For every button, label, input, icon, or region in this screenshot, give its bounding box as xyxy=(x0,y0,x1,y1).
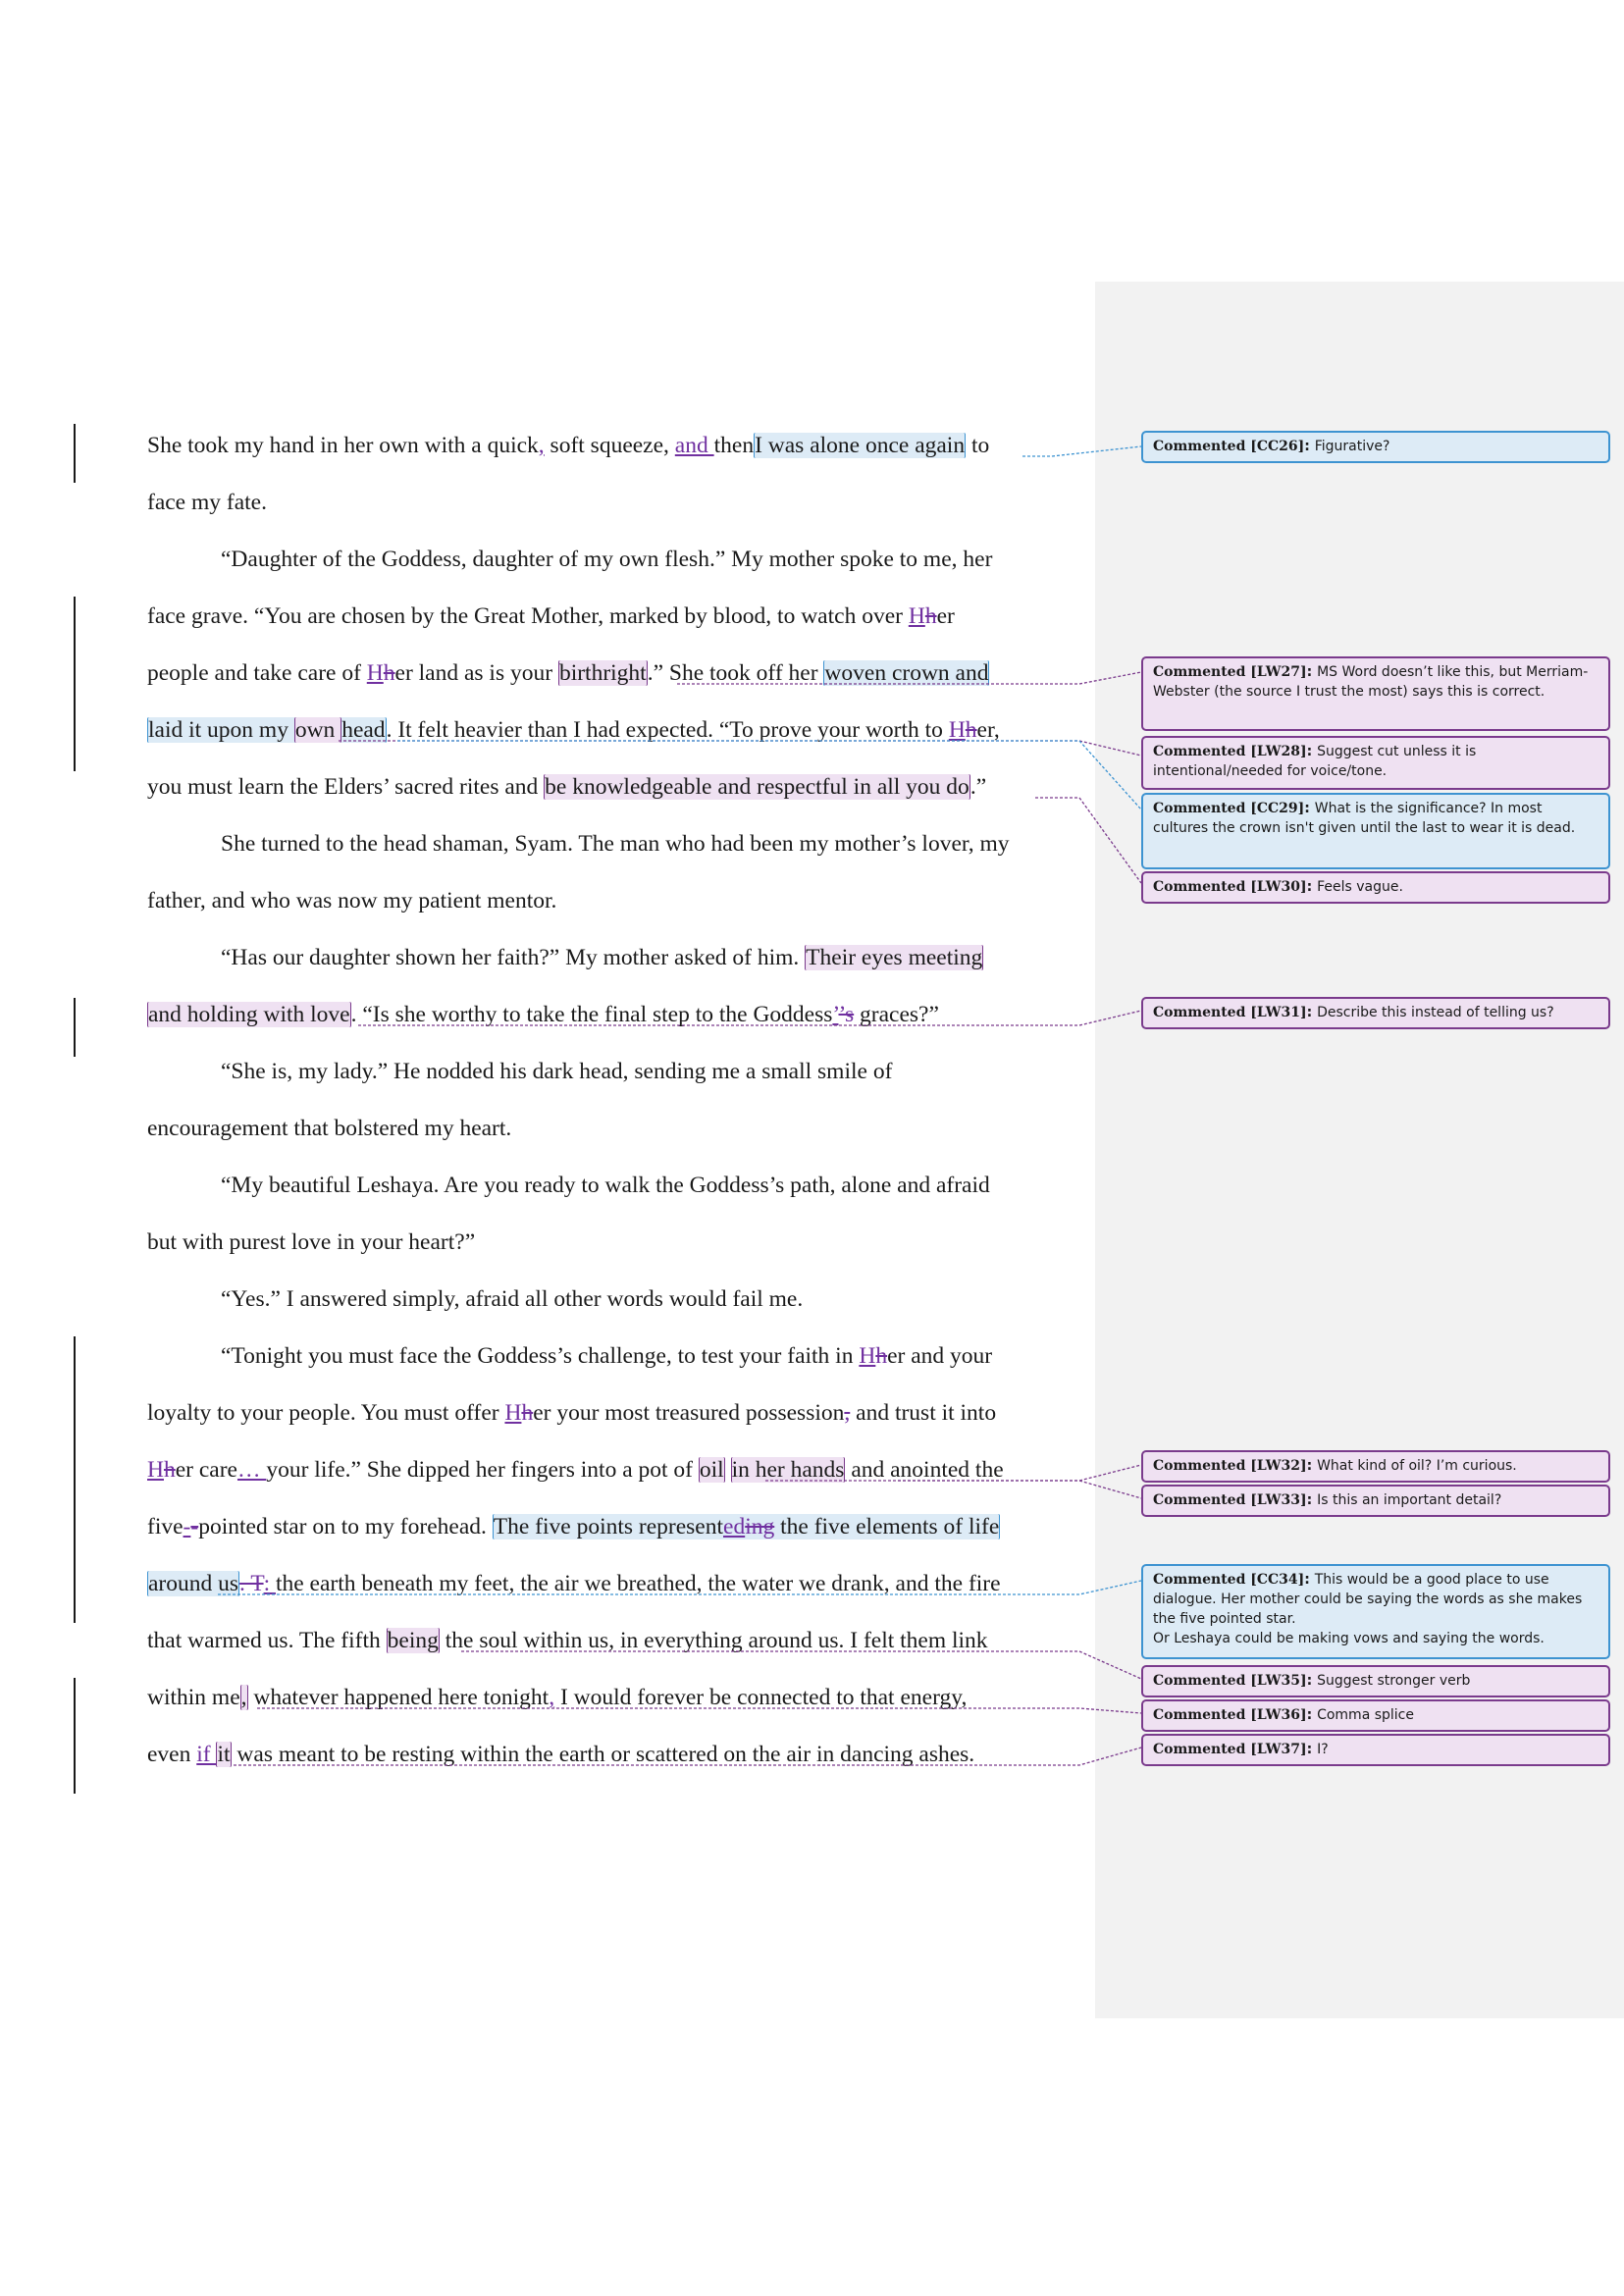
inserted-text: H xyxy=(859,1343,876,1369)
text-run: “Tonight you must face the Goddess’s challenge, to test your faith in xyxy=(221,1343,860,1369)
text-run: and trust it into xyxy=(850,1400,997,1426)
text-line xyxy=(147,1225,1065,1260)
text-run: people and take care of xyxy=(147,660,367,686)
text-line xyxy=(147,1111,1065,1146)
text-line xyxy=(221,542,1065,577)
inserted-text: , xyxy=(538,433,545,458)
text-line xyxy=(221,826,1065,861)
text-run xyxy=(725,1457,731,1483)
comment-anchor-cc29[interactable] xyxy=(147,717,387,743)
text-line xyxy=(147,1680,1065,1715)
text-run: “Has our daughter shown her faith?” My mother asked of him. xyxy=(221,945,806,970)
text-run: soft squeeze, xyxy=(544,433,675,458)
text-run: to xyxy=(966,433,990,458)
text-run: around xyxy=(148,1571,219,1596)
text-run: encouragement that bolstered my heart. xyxy=(147,1116,512,1141)
change-bar xyxy=(74,424,76,483)
text-line xyxy=(221,1281,1065,1317)
comment-label: Commented [LW33] xyxy=(1153,1492,1307,1508)
comment-text: What is the significance? In most cultures the crown isn't given until the last to wear it is dead. xyxy=(1153,801,1576,836)
text-run: The five points represent xyxy=(493,1514,724,1539)
text-line xyxy=(147,485,1065,520)
inserted-text: H xyxy=(366,660,384,686)
comment-balloon-lw28[interactable]: Commented [LW28]: Suggest cut unless it is intentional/needed for voice/tone. xyxy=(1141,736,1610,790)
comment-anchor-lw35[interactable]: being xyxy=(387,1628,439,1653)
text-line xyxy=(147,1623,1065,1658)
text-run: but with purest love in your heart?” xyxy=(147,1229,476,1255)
text-run: I would forever be connected to that energy, xyxy=(554,1685,968,1710)
inserted-text: - xyxy=(183,1514,191,1539)
text-run: face my fate. xyxy=(147,490,267,515)
comment-anchor-cc34[interactable] xyxy=(147,1571,239,1596)
comment-text: This would be a good place to use dialogue. Her mother could be saying the words as she makes the five pointed star. xyxy=(1153,1572,1583,1627)
text-run: your life.” She dipped her fingers into a pot of xyxy=(266,1457,699,1483)
text-run: She turned to the head shaman, Syam. The man who had been my mother’s lover, my xyxy=(221,831,1010,857)
comment-text: Or Leshaya could be making vows and saying the words. xyxy=(1153,1631,1545,1646)
comment-text: Suggest cut unless it is intentional/needed for voice/tone. xyxy=(1153,744,1477,779)
comment-label: Commented [LW37] xyxy=(1153,1742,1307,1757)
text-run: er xyxy=(936,603,955,629)
comment-balloon-lw33[interactable]: Commented [LW33]: Is this an important detail? xyxy=(1141,1485,1610,1517)
text-line xyxy=(147,1452,1065,1487)
comment-anchor-lw32[interactable]: oil xyxy=(699,1457,724,1483)
inserted-text: and xyxy=(674,433,714,458)
text-run: the soul within us, in everything around us. I felt them link xyxy=(439,1628,988,1653)
inserted-text: H xyxy=(908,603,925,629)
text-run: that warmed us. The fifth xyxy=(147,1628,387,1653)
text-run: father, and who was now my patient mentor. xyxy=(147,888,557,913)
comment-balloon-cc34[interactable]: Commented [CC34]: This would be a good place to use dialogue. Her mother could be saying the words as she makes the five pointed star. Or Leshaya could be making vows and saying the words. xyxy=(1141,1564,1610,1659)
deleted-text: h xyxy=(875,1343,888,1369)
text-line xyxy=(147,428,1065,463)
text-run: you must learn the Elders’ sacred rites and xyxy=(147,774,545,800)
comment-balloon-lw27[interactable]: Commented [LW27]: MS Word doesn’t like this, but Merriam-Webster (the source I trust the most) says this is correct. xyxy=(1141,656,1610,731)
text-run: er land as is your xyxy=(394,660,558,686)
comment-text: Figurative? xyxy=(1314,439,1390,454)
text-run: er your most treasured possession xyxy=(533,1400,845,1426)
text-line xyxy=(147,599,1065,634)
comment-anchor-lw27[interactable]: birthright xyxy=(558,660,647,686)
text-run: face grave. “You are chosen by the Great Mother, marked by blood, to watch over xyxy=(147,603,909,629)
text-run: and anointed the xyxy=(845,1457,1004,1483)
text-run: was meant to be resting within the earth or scattered on the air in dancing ashes. xyxy=(231,1742,975,1767)
comment-label: Commented [LW31] xyxy=(1153,1005,1307,1020)
text-run: head xyxy=(341,717,386,743)
change-bar xyxy=(74,1336,76,1623)
change-bar xyxy=(74,597,76,771)
comment-text: What kind of oil? I’m curious. xyxy=(1317,1458,1517,1474)
deleted-text: ing xyxy=(745,1514,775,1539)
comment-anchor-lw33[interactable]: in her hands xyxy=(731,1457,845,1483)
comment-label: Commented [LW27] xyxy=(1153,664,1307,680)
text-run: whatever happened here tonight xyxy=(247,1685,550,1710)
deleted-text: ’s xyxy=(838,1002,855,1027)
inserted-text: H xyxy=(948,717,966,743)
deleted-text: h xyxy=(383,660,395,686)
comment-anchor-cc34[interactable] xyxy=(493,1514,1001,1539)
text-run: then xyxy=(713,433,755,458)
change-bar xyxy=(74,1678,76,1794)
inserted-text: H xyxy=(504,1400,522,1426)
text-run: “My beautiful Leshaya. Are you ready to walk the Goddess’s path, alone and afraid xyxy=(221,1173,990,1198)
inserted-text: H xyxy=(147,1457,164,1483)
text-line xyxy=(221,940,1065,975)
comment-balloon-lw32[interactable]: Commented [LW32]: What kind of oil? I’m curious. xyxy=(1141,1450,1610,1483)
text-run: the earth beneath my feet, the air we breathed, the water we drank, and the fire xyxy=(275,1571,1001,1596)
comment-balloon-lw30[interactable]: Commented [LW30]: Feels vague. xyxy=(1141,871,1610,904)
deleted-text: . T xyxy=(239,1571,264,1596)
text-run: .” xyxy=(969,774,987,800)
inserted-text: , xyxy=(549,1685,555,1710)
text-line xyxy=(221,1054,1065,1089)
comment-anchor-lw30[interactable]: be knowledgeable and respectful in all you do xyxy=(545,774,969,800)
text-run: “Yes.” I answered simply, afraid all other words would fail me. xyxy=(221,1286,804,1312)
comment-label: Commented [CC29] xyxy=(1153,801,1305,816)
comment-anchor-lw28[interactable]: own xyxy=(294,717,341,743)
text-run: er, xyxy=(976,717,1000,743)
inserted-text: … xyxy=(236,1457,267,1483)
deleted-text: h xyxy=(521,1400,534,1426)
text-run: er care xyxy=(175,1457,237,1483)
text-run: .” She took off her xyxy=(647,660,824,686)
comment-label: Commented [LW28] xyxy=(1153,744,1307,759)
comment-label: Commented [LW36] xyxy=(1153,1707,1307,1723)
comment-text: MS Word doesn’t like this, but Merriam-Webster (the source I trust the most) says this is correct. xyxy=(1153,664,1589,700)
text-run: . “Is she worthy to take the final step to the Goddess xyxy=(350,1002,833,1027)
text-run: us xyxy=(218,1571,239,1596)
deleted-text: h xyxy=(924,603,937,629)
comment-text: Feels vague. xyxy=(1317,879,1403,895)
comment-text: Is this an important detail? xyxy=(1317,1492,1502,1508)
text-run: the five elements of life xyxy=(774,1514,1000,1539)
text-run: within me xyxy=(147,1685,240,1710)
text-line xyxy=(221,1338,1065,1374)
comment-balloon-cc29[interactable]: Commented [CC29]: What is the significance? In most cultures the crown isn't given until the last to wear it is dead. xyxy=(1141,793,1610,869)
comment-anchor-lw36[interactable]: , xyxy=(240,1685,247,1710)
inserted-text: if xyxy=(196,1742,217,1767)
comment-balloon-lw31[interactable]: Commented [LW31]: Describe this instead of telling us? xyxy=(1141,997,1610,1029)
text-run: loyalty to your people. You must offer xyxy=(147,1400,505,1426)
text-run: pointed star on to my forehead. xyxy=(198,1514,493,1539)
text-line xyxy=(147,1395,1065,1431)
comment-text: Describe this instead of telling us? xyxy=(1317,1005,1554,1020)
deleted-text: h xyxy=(163,1457,176,1483)
text-line xyxy=(147,655,1065,691)
text-run: “Daughter of the Goddess, daughter of my own flesh.” My mother spoke to me, her xyxy=(221,547,993,572)
text-run: even xyxy=(147,1742,197,1767)
change-bar xyxy=(74,998,76,1057)
comment-anchor-lw31[interactable]: and holding with love xyxy=(148,1002,350,1027)
text-run: . It felt heavier than I had expected. “To prove your worth to xyxy=(386,717,949,743)
comment-balloon-lw36[interactable]: Commented [LW36]: Comma splice xyxy=(1141,1699,1610,1732)
text-line xyxy=(221,1168,1065,1203)
text-line xyxy=(147,712,1065,748)
comment-anchor-lw37[interactable]: it xyxy=(217,1742,231,1767)
deleted-text: , xyxy=(844,1400,851,1426)
comment-text: I? xyxy=(1317,1742,1329,1757)
text-run: laid it upon my xyxy=(148,717,294,743)
text-run: er and your xyxy=(887,1343,993,1369)
text-line xyxy=(147,997,1065,1032)
text-line xyxy=(147,1737,1065,1772)
comment-label: Commented [LW30] xyxy=(1153,879,1307,895)
comment-label: Commented [CC26] xyxy=(1153,439,1305,454)
inserted-text: : xyxy=(263,1571,276,1596)
comment-label: Commented [LW32] xyxy=(1153,1458,1307,1474)
inserted-text: ed xyxy=(723,1514,746,1539)
comment-balloon-lw37[interactable]: Commented [LW37]: I? xyxy=(1141,1734,1610,1766)
text-run: She took my hand in her own with a quick xyxy=(147,433,539,458)
text-line xyxy=(147,1566,1065,1601)
deleted-text: - xyxy=(190,1514,199,1539)
comment-label: Commented [LW35] xyxy=(1153,1673,1307,1689)
comment-balloon-lw35[interactable]: Commented [LW35]: Suggest stronger verb xyxy=(1141,1665,1610,1697)
inserted-text: ’ xyxy=(832,1002,839,1027)
comment-anchor-cc26[interactable]: I was alone once again xyxy=(755,433,966,458)
text-line xyxy=(147,1509,1065,1544)
comment-anchor-lw31[interactable]: Their eyes meeting xyxy=(806,945,983,970)
comment-balloon-cc26[interactable]: Commented [CC26]: Figurative? xyxy=(1141,431,1610,463)
text-line xyxy=(147,883,1065,918)
text-run: five xyxy=(147,1514,183,1539)
comment-label: Commented [CC34] xyxy=(1153,1572,1305,1588)
text-run: “She is, my lady.” He nodded his dark head, sending me a small smile of xyxy=(221,1059,893,1084)
deleted-text: h xyxy=(965,717,977,743)
comment-text: Comma splice xyxy=(1317,1707,1414,1723)
text-run: graces?” xyxy=(854,1002,939,1027)
comment-text: Suggest stronger verb xyxy=(1317,1673,1471,1689)
comment-anchor-cc29[interactable]: woven crown and xyxy=(824,660,989,686)
text-line xyxy=(147,769,1065,805)
